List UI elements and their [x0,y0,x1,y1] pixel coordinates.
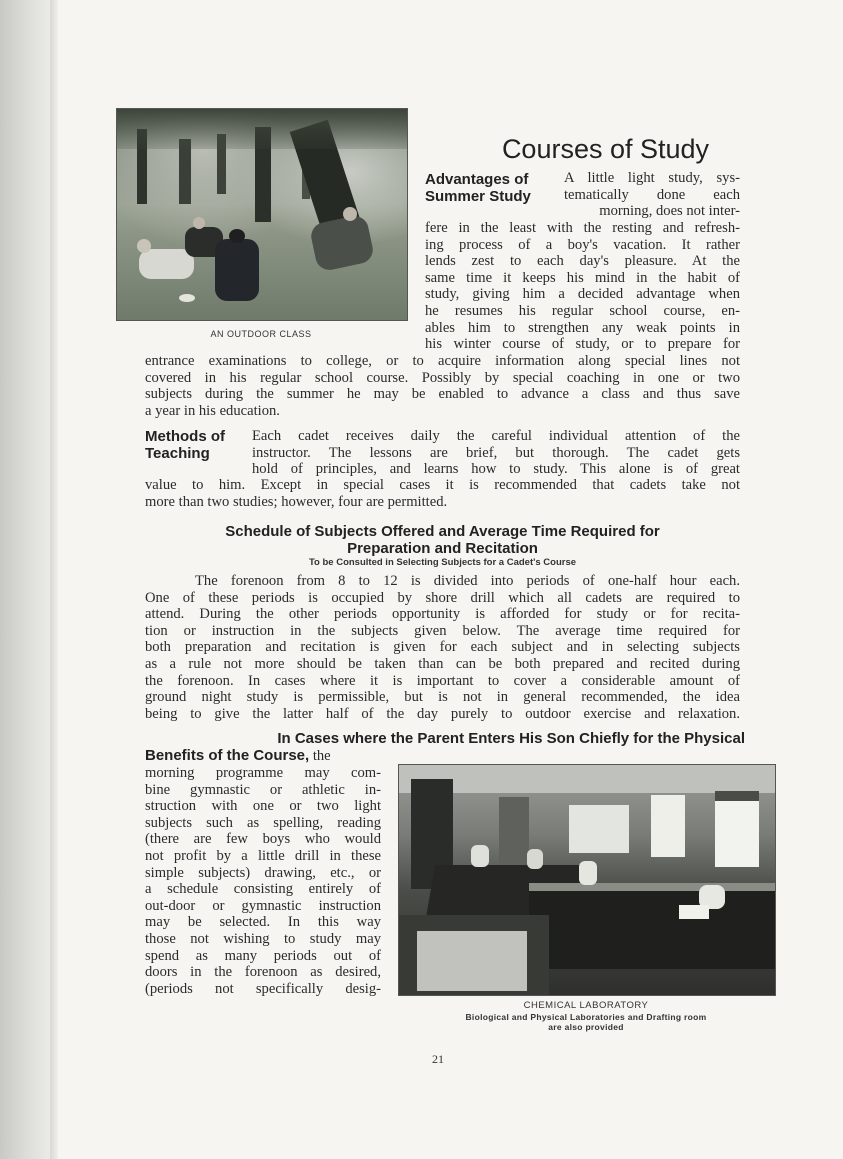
methods-heading-line1: Methods of [145,428,225,445]
advantages-paragraph-narrow [425,220,740,353]
methods-paragraph-narrow [252,428,740,478]
text-line: more than two studies; however, four are permitted. [145,493,448,510]
methods-heading-line2: Teaching [145,445,210,462]
methods-paragraph-wide [145,477,740,510]
advantages-paragraph-wide [145,353,740,419]
text-line: study, giving him a decided advantage when [425,286,740,303]
text-line: struction with one or two light [145,798,381,815]
text-line: may be selected. In this way [145,914,381,931]
advantages-lead-paragraph [564,170,740,220]
text-line: subjects during the summer he may be enabled to advance a class and thus save [145,386,740,403]
outdoor-class-photo [116,108,408,321]
text-line: the forenoon. In cases where it is important to cover a considerable amount of [145,672,740,689]
text-line: attend. During the other periods opportunity is afforded for study or for recita- [145,606,740,623]
text-line: a schedule consisting entirely of [145,881,381,898]
text-line: ables him to strengthen any weak points in [425,319,740,336]
physical-heading-start: Benefits of the Course, [145,747,310,764]
lab-photo-caption: CHEMICAL LABORATORY [523,1000,649,1011]
text-line: both preparation and recitation is given for each subject and in selecting subjects [145,639,740,656]
text-line: entrance examinations to college, or to acquire information along special lines not [145,353,740,369]
lab-subcaption-line1: Biological and Physical Laboratories and Drafting room [465,1012,707,1022]
text-line: as a rule not more should be taken than can be both prepared and recited during [145,655,740,672]
text-line: (there are few boys who would [145,831,381,848]
text-line: tion or instruction in the subjects given below. The average time required for [145,622,740,639]
text-line: doors in the forenoon as desired, [145,964,381,981]
outdoor-photo-caption: AN OUTDOOR CLASS [210,329,312,339]
text-line: ground night study is permissible, but is not in general recommended, the idea [145,689,740,706]
chemical-laboratory-photo [398,764,776,996]
physical-heading-rest: the [309,748,331,764]
text-line: those not wishing to study may [145,930,381,947]
text-line: lends zest to each day's pleasure. At the [425,253,740,270]
schedule-subheading: To be Consulted in Selecting Subjects for a Cadet's Course [308,557,577,568]
methods-heading [145,428,245,462]
text-line: he resumes his regular school course, en- [425,302,740,319]
text-line: same time it keeps his mind in the habit of [425,269,740,286]
text-line: morning programme may com- [145,765,381,781]
text-line: spend as many periods out of [145,947,381,964]
text-line: ing process of a boy's vacation. It rather [425,236,740,253]
text-line: instructor. The lessons are brief, but thorough. The cadet gets [252,444,740,461]
advantages-heading-line1: Advantages of [425,171,529,188]
text-line: hold of principles, and learns how to study. This alone is of great [252,461,740,478]
page-number: 21 [432,1052,444,1066]
physical-paragraph [145,765,381,997]
text-line: a year in his education. [145,402,280,419]
text-line: (periods not specifically desig- [145,980,381,997]
text-line: tematically done each [564,186,740,203]
advantages-heading-line2: Summer Study [425,188,531,205]
text-line: Each cadet receives daily the careful individual attention of the [252,428,740,444]
page-title: Courses of Study [501,134,710,164]
text-line: bine gymnastic or athletic in- [145,781,381,798]
schedule-heading [145,523,740,557]
text-line: One of these periods is occupied by shore drill which all cadets are required to [145,589,740,606]
text-line: being to give the latter half of the day purely to outdoor exercise and relaxation. [145,705,740,722]
text-line: morning, does not inter- [599,203,740,220]
book-page [58,0,843,1159]
text-line: fere in the least with the resting and refresh- [425,220,740,236]
text-line: A little light study, sys- [564,170,740,186]
text-line: covered in his regular school course. Possibly by special coaching in one or two [145,369,740,386]
text-line: his winter course of study, or to prepare for [425,336,740,353]
schedule-heading-line1: Schedule of Subjects Offered and Average Time Required for [225,523,660,540]
text-line: out-door or gymnastic instruction [145,897,381,914]
lab-photo-subcaption [398,1012,774,1032]
text-line: The forenoon from 8 to 12 is divided into periods of one-half hour each. [195,573,740,589]
text-line: simple subjects) drawing, etc., or [145,864,381,881]
physical-heading: In Cases where the Parent Enters His Son Chiefly for the Physical [277,730,745,747]
book-binding-shadow [0,0,58,1159]
text-line: value to him. Except in special cases it is recommended that cadets take not [145,477,740,493]
text-line: not profit by a little drill in these [145,847,381,864]
lab-subcaption-line2: are also provided [548,1022,624,1032]
schedule-heading-line2: Preparation and Recitation [347,540,538,557]
advantages-heading [425,171,555,205]
schedule-paragraph [145,573,740,722]
physical-heading-continued [145,747,395,765]
text-line: subjects such as spelling, reading [145,814,381,831]
